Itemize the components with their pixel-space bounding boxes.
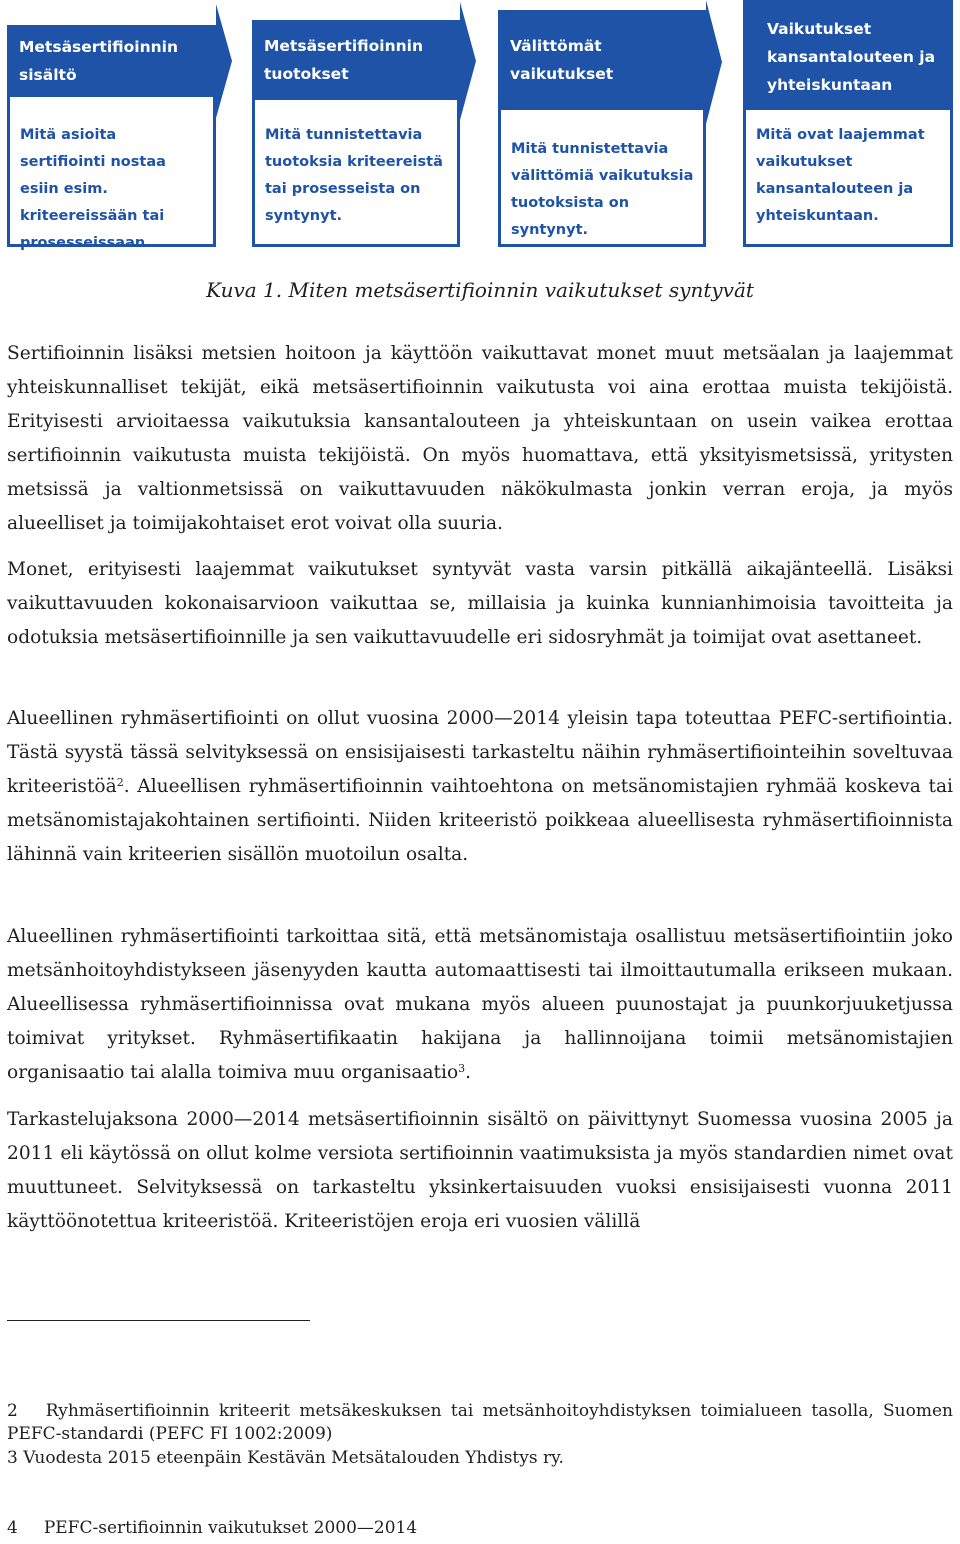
diagram-text-2: Mitä tunnistettavia tuotoksia kriteereistä tai prosesseista on syntynyt. <box>265 127 443 224</box>
paragraph-2: Monet, erityisesti laajemmat vaikutukset syntyvät vasta varsin pitkällä aikajänteellä. Lisäksi vaikuttavuuden kokonaisarvioon vaikuttaa se, millaisia ja kuinka kunnianhimoisia tavoitteita ja odotuksia metsäsertifioinnille ja sen vaikuttavuudelle eri sidosryhmät ja toimijat ovat asettaneet. <box>7 559 953 648</box>
diagram-text-1: Mitä asioita sertifiointi nostaa esiin esim. kriteereissään tai prosesseissaan. <box>20 127 166 251</box>
running-title: PEFC-sertifioinnin vaikutukset 2000—2014 <box>43 1518 418 1538</box>
page-number: 4 <box>7 1518 18 1538</box>
paragraph-3-text-a: Alueellinen ryhmäsertifiointi on ollut vuosina 2000—2014 yleisin tapa toteuttaa PEFC-sertifiointia. Tästä syystä tässä selvityksessä on ensisijaisesti tarkasteltu näihin ryhmäsertifiointeihin soveltuvaa kriteeristöä <box>7 708 953 797</box>
footnote-2-number: 2 <box>7 1401 18 1421</box>
diagram-text-4: Mitä ovat laajemmat vaikutukset kansantalouteen ja yhteiskuntaan. <box>756 127 925 224</box>
footnote-ref-2[interactable]: 2 <box>116 776 124 789</box>
paragraph-5: Tarkastelujaksona 2000—2014 metsäsertifioinnin sisältö on päivittynyt Suomessa vuosina 2005 ja 2011 eli käytössä on ollut kolme versiota sertifioinnin vaatimuksista ja myös standardien nimet ovat muuttuneet. Selvityksessä on tarkasteltu yksinkertaisuuden vuoksi ensisijaisesti vuonna 2011 käyttöönotettua kriteeristöä. Kriteeristöjen eroja eri vuosien välillä <box>7 1109 953 1232</box>
diagram-heading-4: Vaikutukset kansantalouteen ja yhteiskuntaan <box>743 0 953 110</box>
paragraph-3 <box>7 702 953 872</box>
footnote-2 <box>7 1400 953 1446</box>
page-footer <box>7 1518 417 1538</box>
paragraph-4-text-a: Alueellinen ryhmäsertifiointi tarkoittaa sitä, että metsänomistaja osallistuu metsäsertifiointiin joko metsänhoitoyhdistykseen jäsenyyden kautta automaattisesti tai ilmoittautumalla erikseen mukaan. Alueellisessa ryhmäsertifioinnissa ovat mukana myös alueen puunostajat ja puunkorjuuketjussa toimivat yritykset. Ryhmäsertifikaatin hakijana ja hallinnoijana toimii metsänomistajien organisaatio tai alalla toimiva muu organisaatio <box>7 926 953 1083</box>
diagram-arrow-2 <box>460 2 476 120</box>
footnote-2-text: Ryhmäsertifioinnin kriteerit metsäkeskuksen tai metsänhoitoyhdistyksen toimialueen tasolla, Suomen PEFC-standardi (PEFC FI 1002:2009) <box>7 1401 953 1444</box>
footnote-3-text: Vuodesta 2015 eteenpäin Kestävän Metsätalouden Yhdistys ry. <box>23 1448 564 1468</box>
diagram-heading-3: Välittömät vaikutukset <box>498 10 706 110</box>
footnote-3-number: 3 <box>7 1448 18 1468</box>
paragraph-3-text-b: . Alueellisen ryhmäsertifioinnin vaihtoehtona on metsänomistajien ryhmää koskeva tai metsänomistajakohtainen sertifiointi. Niiden kriteeristö poikkeaa alueellisesta ryhmäsertifioinnista lähinnä vain kriteerien sisällön muotoilun osalta. <box>7 776 953 865</box>
footnote-divider <box>7 1320 310 1321</box>
diagram-heading-2: Metsäsertifioinnin tuotokset <box>252 20 460 100</box>
paragraph-4 <box>7 920 953 1090</box>
diagram-arrow-1 <box>216 4 232 118</box>
footnote-ref-3[interactable]: 3 <box>458 1062 466 1075</box>
figure-caption: Kuva 1. Miten metsäsertifioinnin vaikutukset syntyvät <box>206 278 754 302</box>
footnote-3 <box>7 1447 953 1470</box>
impact-diagram <box>0 0 960 250</box>
diagram-text-3: Mitä tunnistettavia välittömiä vaikutuksia tuotoksista on syntynyt. <box>511 141 694 238</box>
paragraph-1: Sertifioinnin lisäksi metsien hoitoon ja käyttöön vaikuttavat monet muut metsäalan ja laajemmat yhteiskunnalliset tekijät, eikä metsäsertifioinnin vaikutusta voi aina erottaa muista tekijöistä. Erityisesti arvioitaessa vaikutuksia kansantalouteen ja yhteiskuntaan on usein vaikea erottaa sertifioinnin vaikutusta muista tekijöistä. On myös huomattava, että yksityismetsissä, yritysten metsissä ja valtionmetsissä on vaikuttavuuden näkökulmasta jonkin verran eroja, ja myös alueelliset ja toimijakohtaiset erot voivat olla suuria. <box>7 343 953 534</box>
diagram-heading-1: Metsäsertifioinnin sisältö <box>7 25 216 97</box>
diagram-arrow-3 <box>706 0 722 124</box>
paragraph-4-text-b: . <box>465 1062 472 1083</box>
